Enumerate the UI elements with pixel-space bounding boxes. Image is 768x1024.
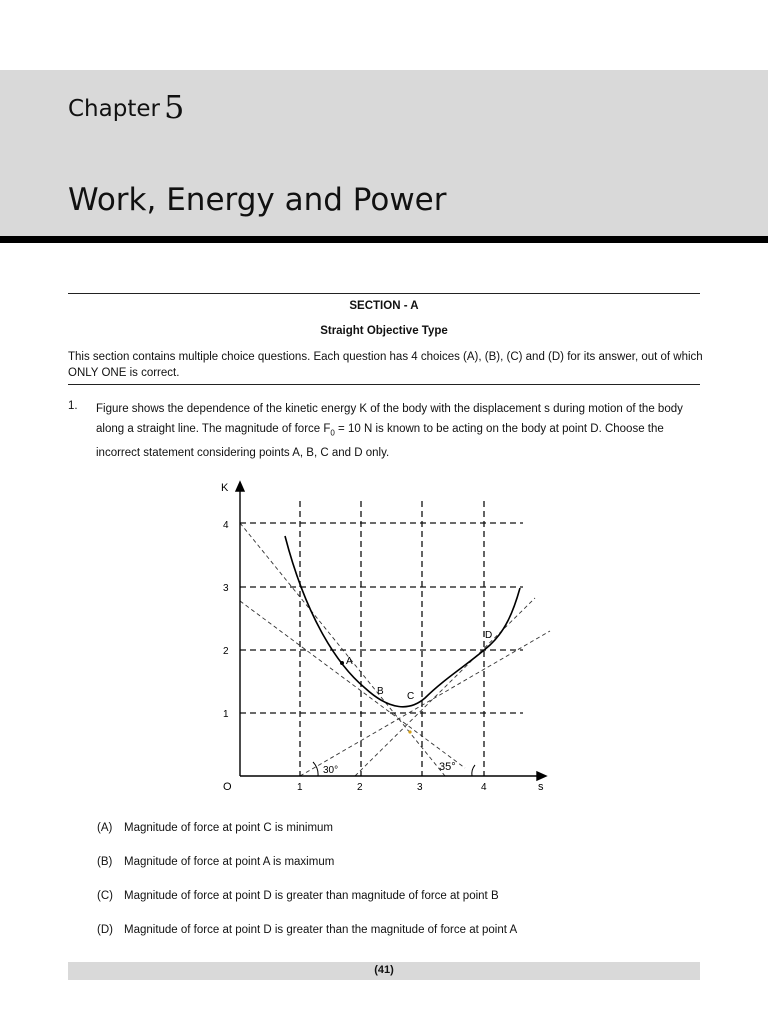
option-c-letter: (C) bbox=[97, 890, 113, 902]
x-tick-2: 2 bbox=[357, 782, 363, 793]
option-d-text: Magnitude of force at point D is greater than the magnitude of force at point A bbox=[124, 924, 518, 936]
tangent-line-30 bbox=[300, 631, 550, 776]
axes bbox=[236, 482, 546, 780]
y-tick-3: 3 bbox=[223, 583, 229, 594]
option-a-text: Magnitude of force at point C is minimum bbox=[124, 822, 334, 834]
stray-mark bbox=[408, 730, 411, 733]
x-axis-arrow bbox=[537, 772, 546, 780]
point-c-label: C bbox=[407, 691, 415, 702]
angle-30-label: 30° bbox=[323, 765, 339, 776]
question-text-part2: = 10 N is known to be acting on the body at point D. Choose the incorrect statement considering points A, B, C and D only. bbox=[96, 423, 664, 460]
x-tick-4: 4 bbox=[481, 782, 487, 793]
chapter-number: 5 bbox=[163, 88, 185, 126]
option-b-text: Magnitude of force at point A is maximum bbox=[124, 856, 335, 868]
angle-35-label: 35° bbox=[439, 761, 456, 773]
section-bottom-rule bbox=[68, 384, 700, 385]
x-axis-label: s bbox=[538, 781, 544, 793]
chapter-heading bbox=[68, 88, 184, 126]
y-axis-arrow bbox=[236, 482, 244, 491]
angle-arc-right bbox=[472, 765, 475, 776]
y-tick-2: 2 bbox=[223, 646, 229, 657]
point-a-dot bbox=[340, 661, 344, 665]
origin-label: O bbox=[223, 781, 232, 793]
option-c-text: Magnitude of force at point D is greater than magnitude of force at point B bbox=[124, 890, 499, 902]
kinetic-energy-figure bbox=[205, 473, 555, 803]
y-tick-4: 4 bbox=[223, 520, 229, 531]
banner-rule bbox=[0, 236, 768, 243]
question-number: 1. bbox=[68, 400, 78, 412]
force-subscript: 0 bbox=[330, 428, 335, 438]
tangent-line-b bbox=[240, 601, 465, 768]
page-number: (41) bbox=[374, 964, 394, 976]
kinetic-energy-graph bbox=[205, 473, 555, 798]
chapter-label: Chapter bbox=[68, 96, 160, 122]
section-subheading: Straight Objective Type bbox=[320, 325, 448, 337]
point-b-label: B bbox=[377, 686, 384, 697]
point-a-label: A bbox=[346, 656, 353, 667]
question-text-part1: Figure shows the dependence of the kinetic energy K of the body with the displacement s during motion of the body along a straight line. The magnitude of force F bbox=[96, 403, 683, 435]
y-axis-label: K bbox=[221, 482, 229, 494]
option-d-letter: (D) bbox=[97, 924, 113, 936]
question-text bbox=[96, 399, 704, 463]
x-tick-3: 3 bbox=[417, 782, 423, 793]
option-a-letter: (A) bbox=[97, 822, 113, 834]
angle-arc-left bbox=[313, 762, 318, 776]
option-b-letter: (B) bbox=[97, 856, 113, 868]
chapter-title: Work, Energy and Power bbox=[68, 182, 447, 218]
section-heading: SECTION - A bbox=[349, 300, 419, 312]
y-tick-1: 1 bbox=[223, 709, 229, 720]
x-tick-1: 1 bbox=[297, 782, 303, 793]
section-top-rule bbox=[68, 293, 700, 294]
point-d-label: D bbox=[485, 630, 493, 641]
grid-lines bbox=[240, 501, 523, 776]
section-description: This section contains multiple choice questions. Each question has 4 choices (A), (B), (C) and (D) for its answer, out of which ONLY ONE is correct. bbox=[68, 351, 703, 379]
